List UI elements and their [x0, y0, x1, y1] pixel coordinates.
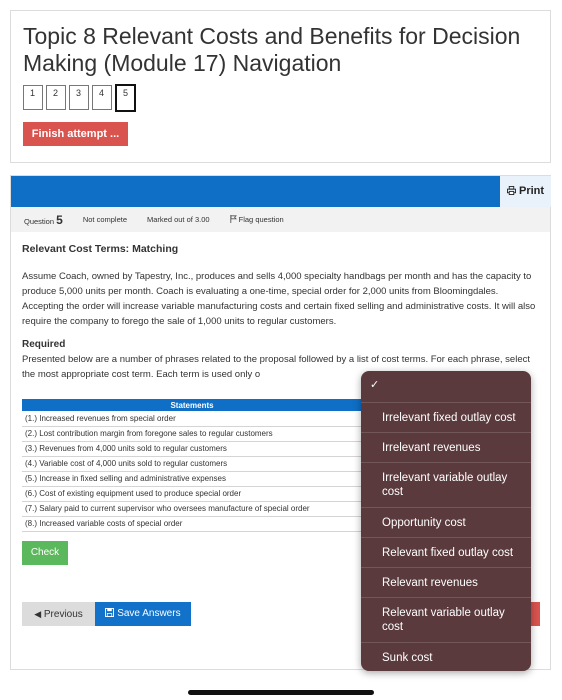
- dropdown-option[interactable]: Relevant revenues: [361, 567, 531, 597]
- statement-text: (6.) Cost of existing equipment used to produce special order: [22, 486, 362, 501]
- required-label: Required: [22, 339, 66, 350]
- dropdown-option[interactable]: Irrelevant fixed outlay cost: [361, 402, 531, 432]
- flag-question-label: Flag question: [238, 215, 284, 224]
- dropdown-option[interactable]: Irrelevant variable outlay cost: [361, 462, 531, 507]
- question-button-4[interactable]: 4: [92, 85, 112, 110]
- navigation-title: Topic 8 Relevant Costs and Benefits for Decision Making (Module 17) Navigation: [23, 23, 521, 76]
- dropdown-option[interactable]: Relevant variable outlay cost: [361, 597, 531, 642]
- question-info-bar: [11, 207, 550, 232]
- dropdown-option[interactable]: Opportunity cost: [361, 507, 531, 537]
- save-answers-button[interactable]: [95, 602, 191, 626]
- statement-text: (5.) Increase in fixed selling and administrative expenses: [22, 471, 362, 486]
- question-button-2[interactable]: 2: [46, 85, 66, 110]
- table-row: [22, 411, 362, 426]
- previous-button[interactable]: [22, 602, 95, 626]
- dropdown-option[interactable]: Sunk cost: [361, 642, 531, 671]
- statement-text: (4.) Variable cost of 4,000 units sold to regular customers: [22, 456, 362, 471]
- question-button-5[interactable]: 5: [115, 84, 136, 112]
- finish-attempt-button[interactable]: Finish attempt ...: [23, 122, 128, 146]
- statement-text: (8.) Increased variable costs of special order: [22, 516, 362, 531]
- question-status: Not complete: [82, 215, 127, 224]
- table-row: [22, 501, 362, 516]
- question-word: Question: [24, 216, 55, 226]
- statement-text: (1.) Increased revenues from special order: [22, 411, 362, 426]
- cost-term-dropdown[interactable]: [361, 371, 531, 671]
- previous-label: Previous: [43, 609, 83, 620]
- table-row: [22, 426, 362, 441]
- statement-text: (3.) Revenues from 4,000 units sold to regular customers: [22, 441, 362, 456]
- question-number-label: [24, 213, 63, 227]
- home-indicator: [188, 690, 374, 695]
- table-row: [22, 456, 362, 471]
- selected-check-icon: ✓: [370, 379, 380, 391]
- instructions-text: Presented below are a number of phrases related to the proposal followed by a list of cost terms. For each phrase, select the most appropriate cost term. Each term is used only o: [22, 354, 530, 380]
- statement-text: (7.) Salary paid to current supervisor who oversees manufacture of special order: [22, 501, 362, 516]
- question-buttons: [23, 85, 136, 113]
- previous-icon: ◀: [34, 609, 42, 619]
- question-button-3[interactable]: 3: [69, 85, 89, 110]
- printer-icon: [507, 186, 516, 195]
- statements-table: [22, 399, 362, 532]
- question-marks: Marked out of 3.00: [147, 215, 210, 224]
- question-button-1[interactable]: 1: [23, 85, 43, 110]
- quiz-navigation-panel: [10, 10, 551, 163]
- statement-text: (2.) Lost contribution margin from foregone sales to regular customers: [22, 426, 362, 441]
- question-body: Assume Coach, owned by Tapestry, Inc., produces and sells 4,000 specialty handbags per month and has the capacity to produce 5,000 units per month. Coach is evaluating a one-time, special order for 2,000 units from Bloomingdales. Accepting the order will increase variable manufacturing costs and certain fixed selling and administrative costs. It will also require the company to forego the sale of 1,000 units to regular customers.: [22, 271, 536, 327]
- question-text: [22, 242, 542, 382]
- print-button[interactable]: [500, 176, 551, 207]
- question-number: 5: [56, 212, 63, 227]
- statements-header: Statements: [22, 399, 362, 411]
- question-header-bar: [11, 176, 500, 207]
- save-icon: [105, 608, 114, 617]
- question-heading: Relevant Cost Terms: Matching: [22, 243, 179, 255]
- flag-icon: [230, 215, 237, 223]
- dropdown-option[interactable]: Irrelevant revenues: [361, 432, 531, 462]
- table-row: [22, 441, 362, 456]
- dropdown-option[interactable]: Relevant fixed outlay cost: [361, 537, 531, 567]
- flag-question-link[interactable]: [230, 215, 284, 224]
- table-row: [22, 516, 362, 531]
- table-row: [22, 471, 362, 486]
- save-answers-label: Save Answers: [117, 608, 181, 619]
- check-button[interactable]: Check: [22, 541, 68, 565]
- print-label: Print: [519, 185, 545, 197]
- next-button[interactable]: [530, 602, 540, 626]
- table-row: [22, 486, 362, 501]
